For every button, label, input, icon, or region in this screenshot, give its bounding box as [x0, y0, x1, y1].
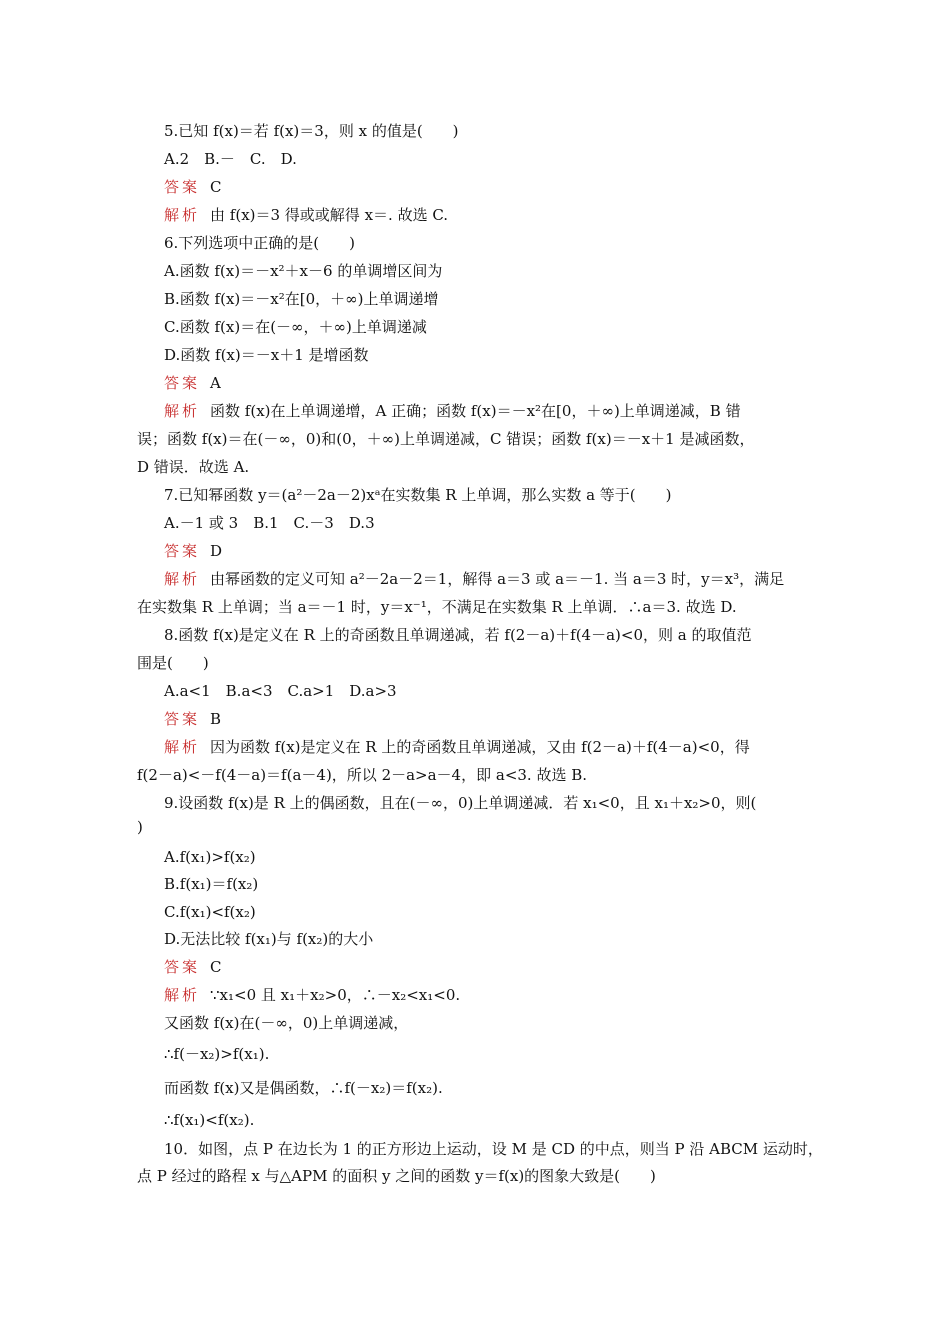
question-9-analysis-step: 又函数 f(x)在(－∞，0)上单调递减， [164, 1014, 409, 1032]
question-7-options: A.－1 或 3 B.1 C.－3 D.3 [164, 514, 375, 532]
question-7-analysis-cont: 在实数集 R 上单调；当 a＝－1 时，y＝x⁻¹，不满足在实数集 R 上单调．∴a＝3. 故选 D. [137, 598, 737, 616]
question-7-answer: 答案 D [164, 542, 223, 560]
analysis-label: 解析 [164, 206, 201, 224]
question-9-option-a: A.f(x₁)>f(x₂) [164, 848, 256, 866]
question-6-stem: 6.下列选项中正确的是( ) [164, 234, 356, 252]
question-9-option-b: B.f(x₁)＝f(x₂) [164, 875, 259, 893]
question-8-stem: 8.函数 f(x)是定义在 R 上的奇函数且单调递减，若 f(2－a)＋f(4－a)<0，则 a 的取值范 [164, 626, 752, 644]
question-8-options: A.a<1 B.a<3 C.a>1 D.a>3 [164, 682, 397, 700]
question-9-stem: 9.设函数 f(x)是 R 上的偶函数，且在(－∞，0)上单调递减．若 x₁<0，且 x₁＋x₂>0，则( [164, 794, 757, 812]
question-6-option-b: B.函数 f(x)＝－x²在[0，＋∞)上单调递增 [164, 290, 439, 308]
question-9-analysis-step: ∴f(x₁)<f(x₂). [164, 1111, 255, 1129]
question-9-stem-cont: ) [137, 818, 143, 836]
question-10-stem: 10．如图，点 P 在边长为 1 的正方形边上运动，设 M 是 CD 的中点，则当 P 沿 ABCM 运动时， [164, 1140, 823, 1158]
analysis-label: 解析 [164, 402, 201, 420]
question-6-answer: 答案 A [164, 374, 221, 392]
question-9-option-c: C.f(x₁)<f(x₂) [164, 903, 256, 921]
question-6-option-a: A.函数 f(x)＝－x²＋x－6 的单调增区间为 [164, 262, 443, 280]
question-5-options: A.2 B.－ C. D. [164, 150, 297, 168]
question-6-analysis-cont: D 错误．故选 A. [137, 458, 250, 476]
analysis-label: 解析 [164, 570, 201, 588]
question-6-option-c: C.函数 f(x)＝在(－∞，＋∞)上单调递减 [164, 318, 427, 336]
question-8-answer: 答案 B [164, 710, 222, 728]
question-9-analysis-step: ∴f(－x₂)>f(x₁). [164, 1045, 270, 1063]
answer-label: 答案 [164, 710, 201, 728]
question-9-option-d: D.无法比较 f(x₁)与 f(x₂)的大小 [164, 930, 374, 948]
question-10-stem-cont: 点 P 经过的路程 x 与△APM 的面积 y 之间的函数 y＝f(x)的图象大致是( ) [137, 1167, 656, 1185]
analysis-label: 解析 [164, 738, 201, 756]
answer-label: 答案 [164, 178, 201, 196]
question-8-analysis-cont: f(2－a)<－f(4－a)＝f(a－4)，所以 2－a>a－4，即 a<3. 故选 B. [137, 766, 588, 784]
answer-label: 答案 [164, 542, 201, 560]
question-6-option-d: D.函数 f(x)＝－x＋1 是增函数 [164, 346, 369, 364]
question-8-stem-cont: 围是( ) [137, 654, 209, 672]
question-9-analysis-step: 而函数 f(x)又是偶函数，∴f(－x₂)＝f(x₂). [164, 1079, 443, 1097]
question-6-analysis: 解析 函数 f(x)在上单调递增，A 正确；函数 f(x)＝－x²在[0，＋∞)上单调递减，B 错 [164, 402, 741, 420]
answer-label: 答案 [164, 374, 201, 392]
question-7-stem: 7.已知幂函数 y＝(a²－2a－2)xᵃ在实数集 R 上单调，那么实数 a 等于( ) [164, 486, 672, 504]
question-6-analysis-cont: 误；函数 f(x)＝在(－∞，0)和(0，＋∞)上单调递减，C 错误；函数 f(x)＝－x＋1 是减函数， [137, 430, 755, 448]
question-8-analysis: 解析 因为函数 f(x)是定义在 R 上的奇函数且单调递减，又由 f(2－a)＋f(4－a)<0，得 [164, 738, 750, 756]
question-9-answer: 答案 C [164, 958, 222, 976]
question-7-analysis: 解析 由幂函数的定义可知 a²－2a－2＝1，解得 a＝3 或 a＝－1. 当 a＝3 时，y＝x³，满足 [164, 570, 785, 588]
question-5-stem: 5.已知 f(x)＝若 f(x)＝3，则 x 的值是( ) [164, 122, 459, 140]
analysis-label: 解析 [164, 986, 201, 1004]
question-5-answer: 答案 C [164, 178, 222, 196]
question-5-analysis: 解析 由 f(x)＝3 得或或解得 x＝. 故选 C. [164, 206, 449, 224]
question-9-analysis: 解析 ∵x₁<0 且 x₁＋x₂>0，∴－x₂<x₁<0. [164, 986, 461, 1004]
answer-label: 答案 [164, 958, 201, 976]
